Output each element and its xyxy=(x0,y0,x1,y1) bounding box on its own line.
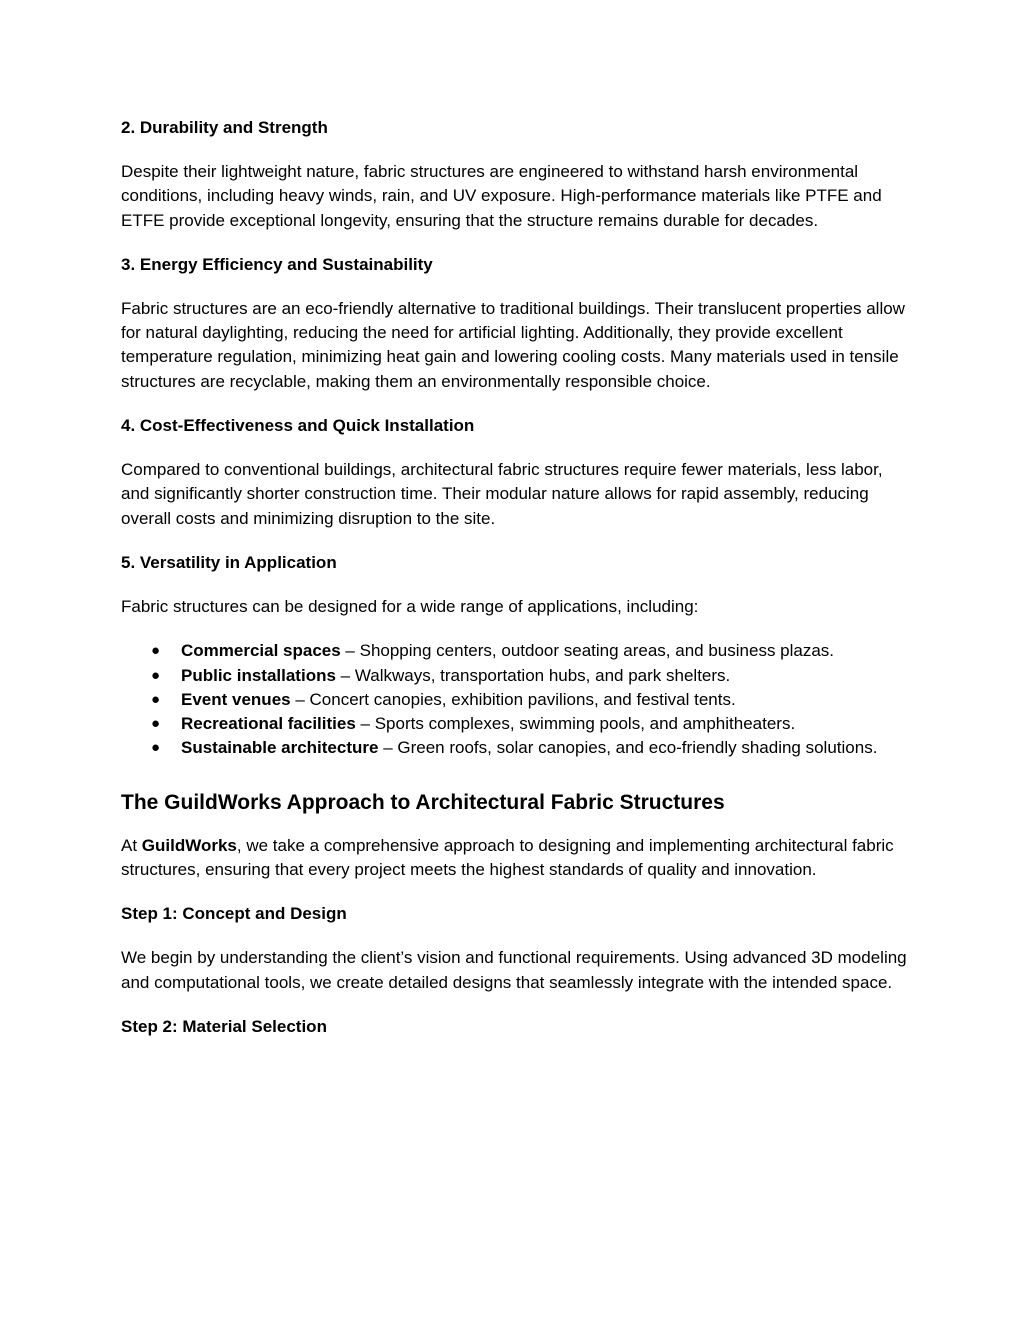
step-heading-material: Step 2: Material Selection xyxy=(121,1016,327,1036)
approach-intro xyxy=(121,834,911,883)
list-item-term: Public installations xyxy=(181,665,336,685)
bullet-icon: ● xyxy=(151,739,161,757)
section-heading-versatility: 5. Versatility in Application xyxy=(121,552,337,572)
bullet-icon: ● xyxy=(151,715,161,733)
bullet-icon: ● xyxy=(151,642,161,660)
approach-intro-prefix: At xyxy=(121,835,142,855)
section-heading-cost: 4. Cost-Effectiveness and Quick Installation xyxy=(121,416,475,436)
bullet-icon: ● xyxy=(151,666,161,684)
bullet-icon: ● xyxy=(151,690,161,708)
document-page xyxy=(121,116,911,1059)
list-item-desc: – Sports complexes, swimming pools, and amphitheaters. xyxy=(355,714,796,734)
list-item-term: Sustainable architecture xyxy=(181,738,379,758)
approach-title: The GuildWorks Approach to Architectural Fabric Structures xyxy=(121,790,725,814)
section-heading-durability: 2. Durability and Strength xyxy=(121,118,328,137)
section-heading-energy: 3. Energy Efficiency and Sustainability xyxy=(121,254,433,274)
section-body-durability: Despite their lightweight nature, fabric structures are engineered to withstand harsh environmental conditions, including heavy winds, rain, and UV exposure. High-performance materials like PTFE and ETFE provide exceptional longevity, ensuring that the structure remains durable for decades. xyxy=(121,162,882,230)
list-item-desc: – Walkways, transportation hubs, and park shelters. xyxy=(335,665,731,685)
brand-name: GuildWorks xyxy=(141,835,237,855)
list-item xyxy=(121,688,911,712)
list-item xyxy=(121,712,911,736)
step-heading-concept: Step 1: Concept and Design xyxy=(121,904,347,924)
list-item xyxy=(121,664,911,688)
list-item-term: Recreational facilities xyxy=(181,714,356,734)
list-item-desc: – Green roofs, solar canopies, and eco-friendly shading solutions. xyxy=(378,738,878,758)
list-item-term: Event venues xyxy=(181,689,291,709)
list-item-desc: – Concert canopies, exhibition pavilions, and festival tents. xyxy=(290,689,736,709)
approach-intro-suffix: , we take a comprehensive approach to designing and implementing architectural fabric structures, ensuring that every project meets the highest standards of quality and innovation. xyxy=(121,835,894,880)
list-item xyxy=(121,736,911,760)
list-item-term: Commercial spaces xyxy=(181,641,341,661)
section-body-cost: Compared to conventional buildings, architectural fabric structures require fewer materials, less labor, and significantly shorter construction time. Their modular nature allows for rapid assembly, reducing overall costs and minimizing disruption to the site. xyxy=(121,460,883,528)
step-body-concept: We begin by understanding the client’s vision and functional requirements. Using advanced 3D modeling and computational tools, we create detailed designs that seamlessly integrate with the intended space. xyxy=(121,948,907,992)
list-item-desc: – Shopping centers, outdoor seating areas, and business plazas. xyxy=(340,641,835,661)
list-item xyxy=(121,639,911,663)
section-body-versatility: Fabric structures can be designed for a wide range of applications, including: xyxy=(121,596,699,616)
applications-list xyxy=(121,639,911,760)
section-body-energy: Fabric structures are an eco-friendly alternative to traditional buildings. Their translucent properties allow for natural daylighting, reducing the need for artificial lighting. Additionally, they provide excellent temperature regulation, minimizing heat gain and lowering cooling costs. Many materials used in tensile structures are recyclable, making them an environmentally responsible choice. xyxy=(121,298,905,391)
